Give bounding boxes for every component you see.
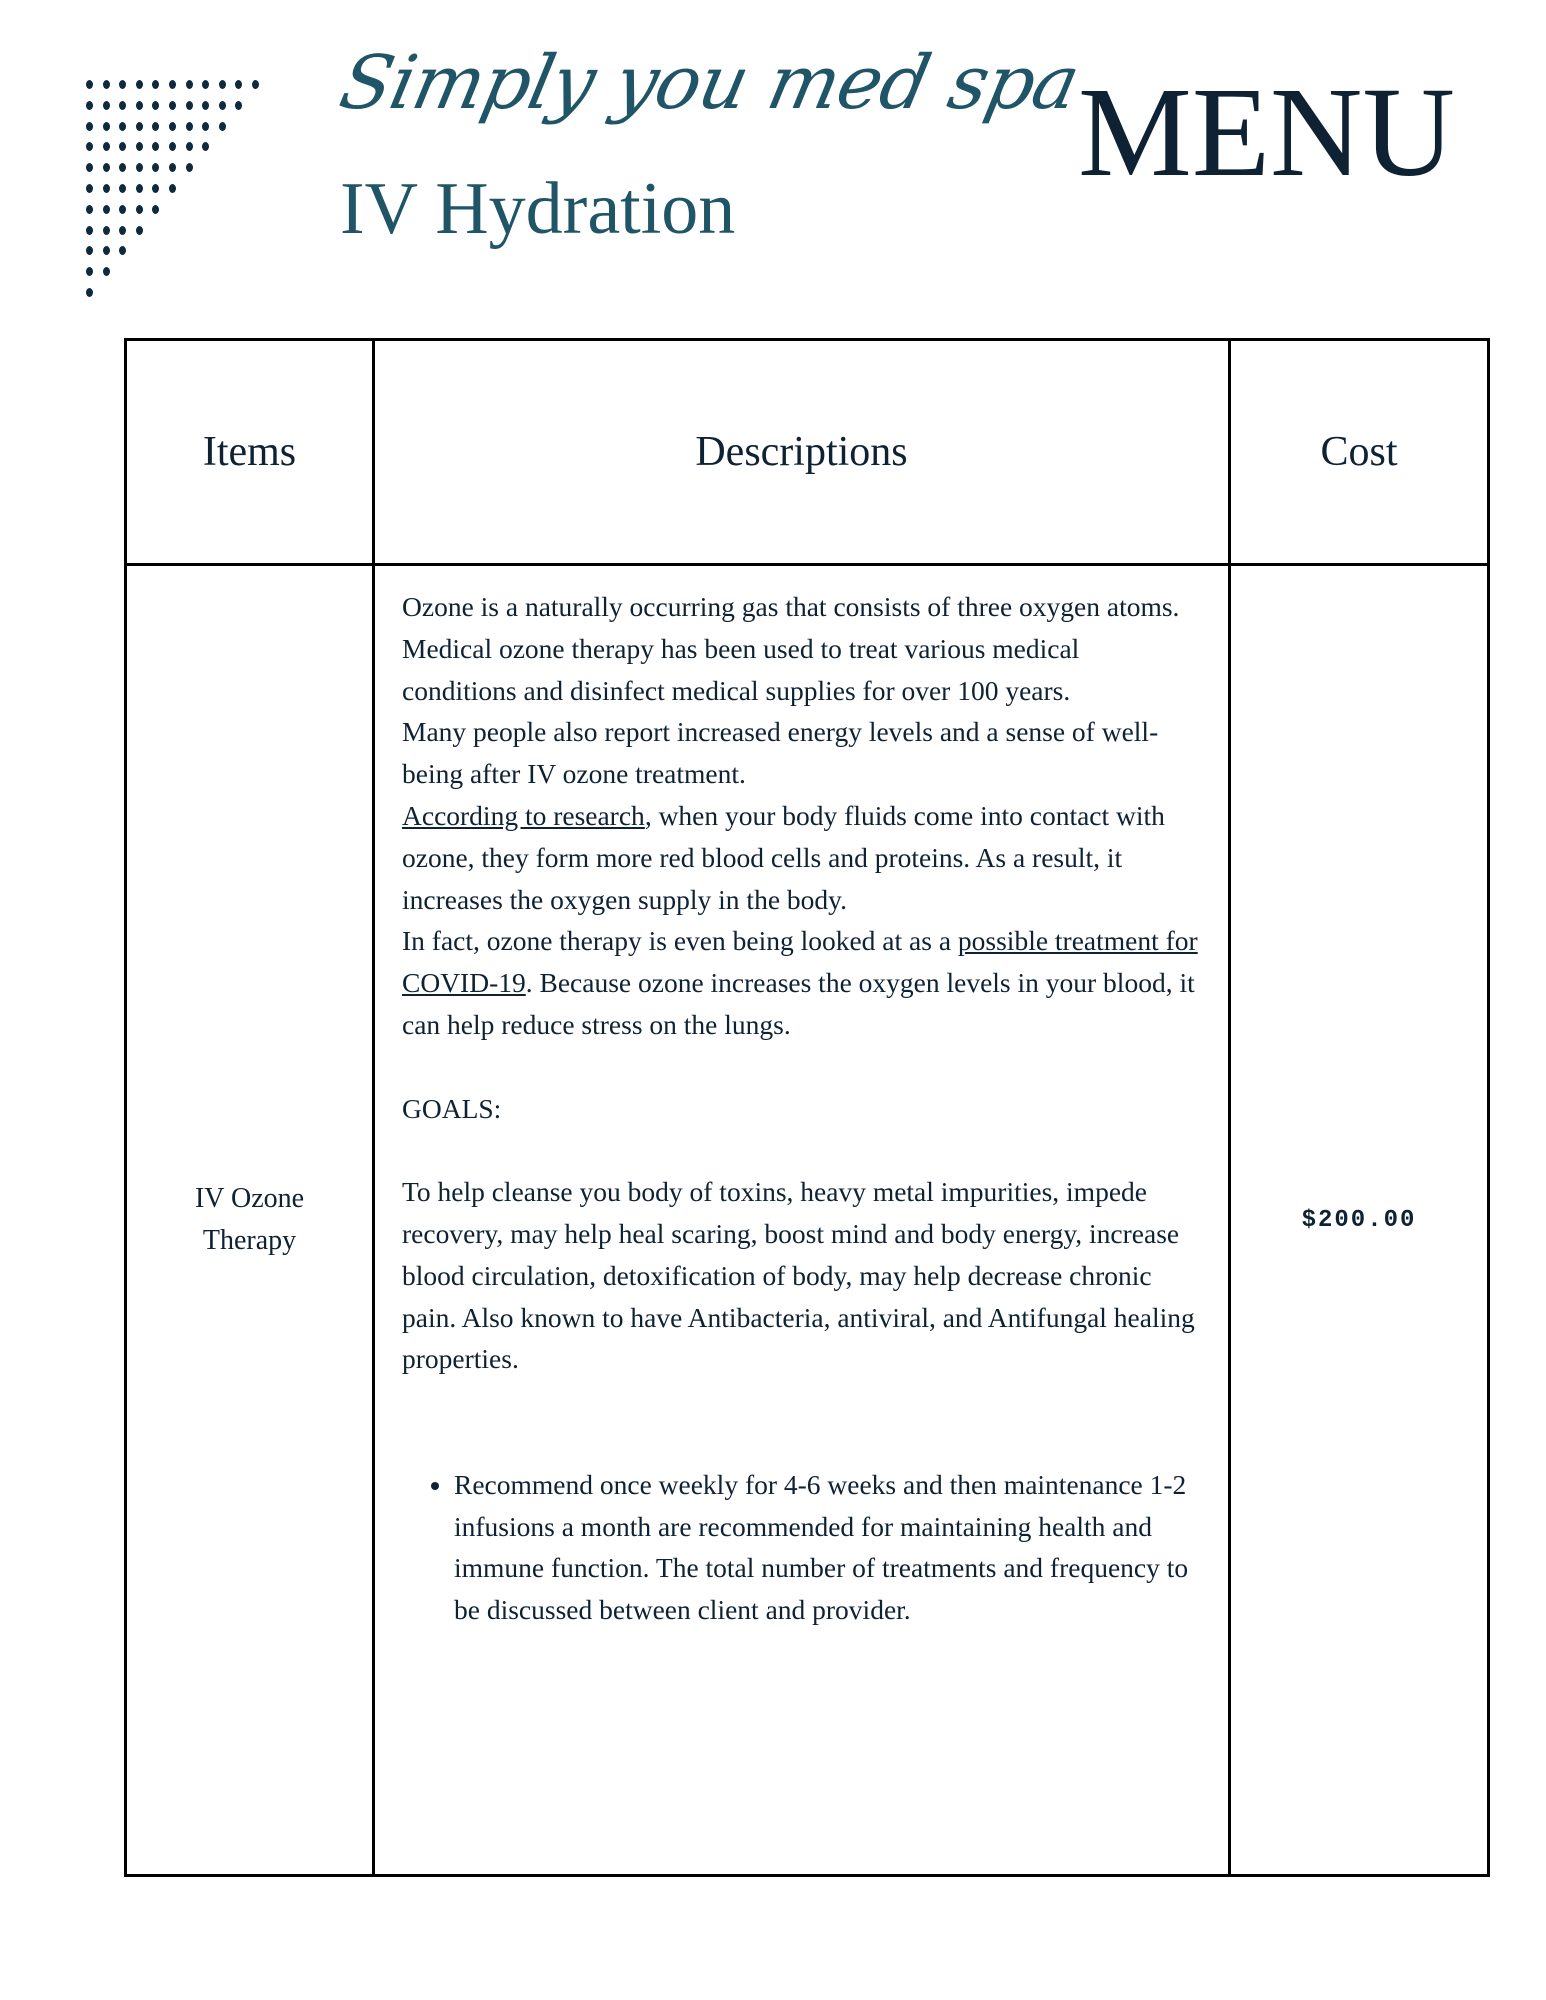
dot bbox=[169, 142, 176, 151]
dot bbox=[152, 205, 159, 214]
dot bbox=[152, 142, 159, 151]
dot bbox=[186, 163, 193, 172]
dot bbox=[86, 163, 93, 172]
desc-text: In fact, ozone therapy is even being looked at as a bbox=[402, 925, 958, 957]
goals-text: To help cleanse you body of toxins, heavy metal impurities, impede recovery, may help heal scaring, boost mind and body energy, increase blood circulation, detoxification of body, may help decrease chronic pain. Also known to have Antibacteria, antiviral, and Antifungal healing properties. bbox=[402, 1176, 1195, 1375]
dot bbox=[186, 80, 193, 89]
dot bbox=[169, 184, 176, 193]
dot bbox=[136, 205, 143, 214]
dot bbox=[119, 142, 126, 151]
dot bbox=[119, 122, 126, 131]
dot bbox=[252, 80, 259, 89]
goals-label: GOALS: bbox=[402, 1092, 502, 1124]
desc-paragraph bbox=[402, 795, 1200, 920]
dot bbox=[86, 267, 93, 276]
dot bbox=[86, 80, 93, 89]
dot bbox=[219, 80, 226, 89]
desc-paragraph bbox=[402, 920, 1200, 1045]
item-name-text: IV Ozone Therapy bbox=[194, 1183, 305, 1256]
desc-paragraph: Many people also report increased energy levels and a sense of well-being after IV ozone treatment. bbox=[402, 716, 1159, 790]
recommendation-list bbox=[402, 1464, 1200, 1631]
table-row bbox=[126, 565, 1489, 1876]
header-descriptions: Descriptions bbox=[374, 340, 1230, 565]
dot bbox=[86, 142, 93, 151]
dot bbox=[169, 101, 176, 110]
header-cost: Cost bbox=[1230, 340, 1489, 565]
desc-paragraph: Ozone is a naturally occurring gas that consists of three oxygen atoms. Medical ozone therapy has been used to treat various medical conditions and disinfect medical supplies for over 100 years. bbox=[402, 591, 1180, 706]
dot bbox=[103, 226, 110, 235]
dot bbox=[86, 184, 93, 193]
dot bbox=[219, 122, 226, 131]
table-header-row bbox=[126, 340, 1489, 565]
dot bbox=[169, 122, 176, 131]
dot bbox=[136, 226, 143, 235]
dot bbox=[86, 101, 93, 110]
dot bbox=[136, 101, 143, 110]
dot bbox=[152, 122, 159, 131]
dot bbox=[152, 101, 159, 110]
dot bbox=[186, 142, 193, 151]
desc-text: , when your body fluids come into contact with ozone, they form more red blood cells and proteins. As a result, it increases the oxygen supply in the body. bbox=[402, 799, 1165, 915]
dot bbox=[186, 101, 193, 110]
page-subtitle: IV Hydration bbox=[340, 168, 736, 250]
dot bbox=[136, 163, 143, 172]
item-description bbox=[374, 565, 1230, 1876]
dot bbox=[103, 246, 110, 255]
dot bbox=[103, 142, 110, 151]
dot bbox=[136, 80, 143, 89]
dot bbox=[86, 226, 93, 235]
dot bbox=[202, 142, 209, 151]
desc-text: . Because ozone increases the oxygen levels in your blood, it can help reduce stress on the lungs. bbox=[402, 967, 1195, 1040]
dot bbox=[186, 122, 193, 131]
dot bbox=[152, 184, 159, 193]
dot bbox=[119, 246, 126, 255]
dot bbox=[219, 101, 226, 110]
dot bbox=[86, 205, 93, 214]
menu-table bbox=[124, 338, 1490, 1877]
dot bbox=[136, 122, 143, 131]
dot bbox=[86, 246, 93, 255]
dot bbox=[202, 101, 209, 110]
list-item: • Recommend once weekly for 4-6 weeks and then maintenance 1-2 infusions a month are recommended for maintaining health and immune function. The total number of treatments and frequency to be discussed between client and provider. bbox=[454, 1464, 1200, 1631]
dot bbox=[119, 80, 126, 89]
dot bbox=[136, 142, 143, 151]
dot bbox=[169, 80, 176, 89]
research-link[interactable]: According to research bbox=[402, 799, 645, 831]
dot bbox=[103, 163, 110, 172]
dot bbox=[103, 184, 110, 193]
dot bbox=[152, 163, 159, 172]
item-name bbox=[126, 565, 374, 1876]
dot bbox=[136, 184, 143, 193]
header-items: Items bbox=[126, 340, 374, 565]
dot bbox=[86, 288, 93, 297]
dot bbox=[202, 122, 209, 131]
item-cost: $200.00 bbox=[1230, 565, 1489, 1876]
dot bbox=[86, 122, 93, 131]
dot bbox=[169, 163, 176, 172]
dot bbox=[103, 80, 110, 89]
dot bbox=[119, 184, 126, 193]
page-title: MENU bbox=[1078, 61, 1455, 203]
dot bbox=[119, 163, 126, 172]
covid-link[interactable]: possible treatment for COVID-19 bbox=[402, 925, 1198, 999]
dot bbox=[119, 205, 126, 214]
dot bbox=[103, 101, 110, 110]
dot bbox=[103, 122, 110, 131]
dot bbox=[119, 101, 126, 110]
dot bbox=[152, 80, 159, 89]
dot bbox=[103, 205, 110, 214]
dot bbox=[202, 80, 209, 89]
dot bbox=[103, 267, 110, 276]
dot bbox=[235, 80, 242, 89]
dot bbox=[235, 101, 242, 110]
dot bbox=[119, 226, 126, 235]
brand-script-logo: Simply you med spa bbox=[332, 40, 1086, 126]
